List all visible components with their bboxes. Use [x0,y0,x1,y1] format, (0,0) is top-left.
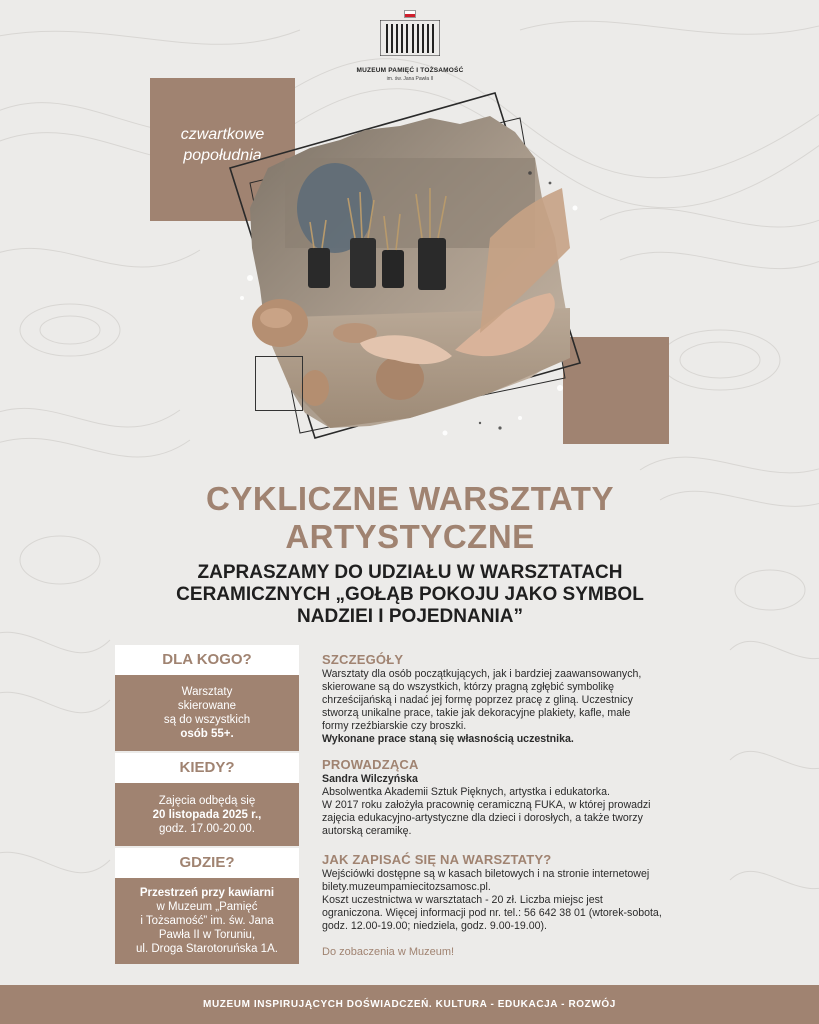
where-panel [115,878,299,964]
when-line2: 20 listopada 2025 r., [152,808,262,821]
museum-subtitle: im. św. Jana Pawła II [386,76,434,82]
signup-title: JAK ZAPISAĆ SIĘ NA WARSZTATY? [322,852,552,867]
instructor-title: PROWADZĄCA [322,757,419,772]
details-line: formy rzeźbiarskie czy broszki. [322,720,467,732]
tagline-line2: popołudnia [183,147,262,164]
small-decorative-frame [255,356,303,411]
footer-banner: MUZEUM INSPIRUJĄCYCH DOŚWIADCZEŃ. KULTURA - EDUKACJA - ROZWÓJ [0,985,819,1024]
when-line1: Zajęcia odbędą się [158,794,256,807]
where-line2: w Muzeum „Pamięć [156,901,258,913]
museum-name: MUZEUM PAMIĘĆ I TOŻSAMOŚĆ [356,67,464,74]
museum-logo [330,10,490,82]
when-line3: godz. 17.00-20.00. [159,822,255,835]
where-line5: ul. Droga Starotoruńska 1A. [136,943,278,955]
instructor-name: Sandra Wilczyńska [322,773,418,785]
who-line1: Warsztaty [181,686,233,698]
pottery-workshop-illustration [190,88,610,478]
instructor-line: Absolwentka Akademii Sztuk Pięknych, artystka i edukatorka. [322,786,610,798]
details-bold-line: Wykonane prace staną się własnością uczestnika. [322,733,574,745]
museum-building-icon [380,20,440,56]
instructor-line: autorską ceramikę. [322,825,412,837]
details-title: SZCZEGÓŁY [322,652,404,667]
who-line4: osób 55+. [180,728,234,740]
signup-body [322,868,722,933]
details-line: skierowane są do wszystkich, którzy pragną zgłębić symbolikę [322,681,615,693]
where-line4: Pawła II w Toruniu, [158,929,256,941]
instructor-line: W 2017 roku założyła pracownię ceramiczną FUKA, w której prowadzi [322,799,651,811]
tagline-line1: czwartkowe [180,126,265,143]
sub-headline [80,562,740,628]
subheadline-line1: ZAPRASZAMY DO UDZIAŁU W WARSZTATACH [197,562,623,583]
when-label: KIEDY? [115,753,299,783]
where-line1: Przestrzeń przy kawiarni [139,887,275,899]
signup-line: godz. 12.00-19.00; niedziela, godz. 9.00-19.00). [322,920,547,932]
signup-line: Koszt uczestnictwa w warsztatach - 20 zł. Liczba miejsc jest [322,894,603,906]
headline-line2: ARTYSTYCZNE [285,518,535,555]
who-panel [115,675,299,751]
signup-line: Wejściówki dostępne są w kasach biletowych i na stronie internetowej [322,868,650,880]
signup-link[interactable]: bilety.muzeumpamiecitozsamosc.pl. [322,881,491,893]
details-body [322,668,722,746]
where-line3: i Tożsamość” im. św. Jana [140,915,274,927]
polish-flag-icon [404,10,416,18]
where-label: GDZIE? [115,848,299,878]
instructor-body [322,773,722,838]
who-label: DLA KOGO? [115,645,299,675]
subheadline-line2: CERAMICZNYCH „GOŁĄB POKOJU JAKO SYMBOL [176,584,644,605]
headline-line1: CYKLICZNE WARSZTATY [206,480,614,517]
who-line2: skierowane [177,700,237,712]
closing-text: Do zobaczenia w Muzeum! [322,946,455,958]
details-line: Warsztaty dla osób początkujących, jak i bardziej zaawansowanych, [322,668,642,680]
who-line3: są do wszystkich [163,714,251,726]
main-headline [60,480,760,556]
signup-line: ograniczona. Więcej informacji pod nr. tel.: 56 642 38 01 (wtorek-sobota, [322,907,662,919]
details-line: chrześcijańską i nadać jej formę poprzez pracę z gliną. Uczestnicy [322,694,633,706]
instructor-line: zajęcia edukacyjno-artystyczne dla dzieci i dorosłych, a także tworzy [322,812,643,824]
when-panel [115,783,299,846]
details-line: stworzą unikalne prace, takie jak dekoracyjne plakiety, kafle, małe [322,707,631,719]
subheadline-line3: NADZIEI I POJEDNANIA” [297,606,523,627]
